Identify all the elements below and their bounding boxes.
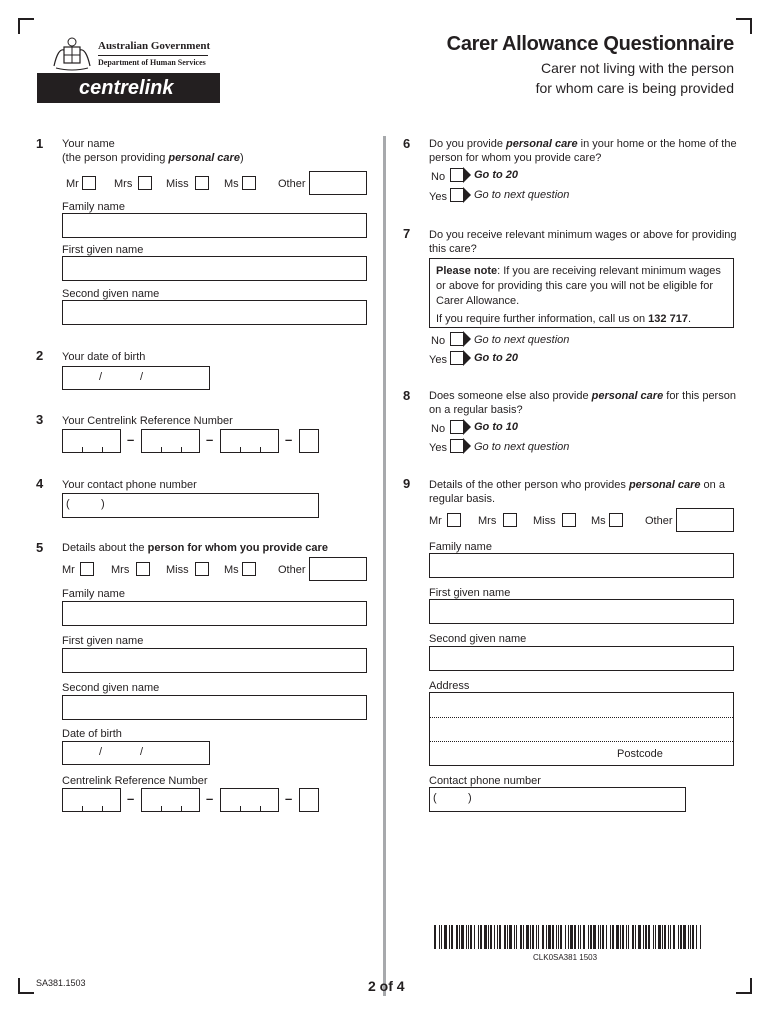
q5-dob-sep1: / <box>99 746 103 758</box>
q9-first-name-label: First given name <box>429 587 511 599</box>
q3-crn-segment-1[interactable] <box>62 429 121 453</box>
q4-phone-close-paren: ) <box>101 498 105 510</box>
coat-of-arms-logo <box>50 36 94 72</box>
q5-miss-checkbox[interactable] <box>195 562 209 576</box>
q5-mr-checkbox[interactable] <box>80 562 94 576</box>
crop-mark-top-left <box>18 18 34 34</box>
q9-miss-label: Miss <box>533 515 556 527</box>
q5-mrs-label: Mrs <box>111 564 130 576</box>
question-5-number: 5 <box>36 540 44 555</box>
q6-yes-checkbox[interactable] <box>450 188 464 202</box>
q8-yes-checkbox[interactable] <box>450 439 464 453</box>
q2-date-of-birth-input[interactable] <box>62 366 210 390</box>
question-1-sublabel: (the person providing personal care) <box>62 152 244 164</box>
page-number: 2 of 4 <box>368 978 405 994</box>
q9-ms-label: Ms <box>591 515 606 527</box>
q9-mr-label: Mr <box>429 515 442 527</box>
q9-phone-open-paren: ( <box>433 792 437 804</box>
q8-no-label: No <box>431 423 446 435</box>
question-1-label: Your name <box>62 138 115 150</box>
question-3-label: Your Centrelink Reference Number <box>62 415 233 427</box>
q1-ms-checkbox[interactable] <box>242 176 256 190</box>
form-title: Carer Allowance Questionnaire <box>446 33 734 55</box>
question-5-label: Details about the person for whom you provide care <box>62 542 328 554</box>
department-name: Department of Human Services <box>98 58 206 67</box>
q7-note-line2: or above for providing this care you will not be eligible for <box>436 280 713 292</box>
q5-crn-dash-1: – <box>127 791 135 806</box>
question-9-line2: regular basis. <box>429 493 496 505</box>
q7-yes-goto: Go to 20 <box>474 352 519 364</box>
q7-note-line4: If you require further information, call us on 132 717. <box>436 313 691 325</box>
q9-other-label: Other <box>645 515 673 527</box>
q6-yes-label: Yes <box>429 191 447 203</box>
q5-first-name-input[interactable] <box>62 648 367 673</box>
question-9-number: 9 <box>403 476 411 491</box>
q3-crn-dash-1: – <box>127 432 135 447</box>
q5-ms-label: Ms <box>224 564 239 576</box>
header-rule <box>98 55 208 56</box>
q1-mrs-checkbox[interactable] <box>138 176 152 190</box>
q1-other-input[interactable] <box>309 171 367 195</box>
q1-first-name-input[interactable] <box>62 256 367 281</box>
q5-other-input[interactable] <box>309 557 367 581</box>
q5-dob-input[interactable] <box>62 741 210 765</box>
question-2-number: 2 <box>36 348 44 363</box>
q9-second-name-label: Second given name <box>429 633 527 645</box>
question-3-number: 3 <box>36 412 44 427</box>
q5-crn-segment-3[interactable] <box>220 788 279 812</box>
q6-no-label: No <box>431 171 446 183</box>
crop-mark-bottom-right <box>736 978 752 994</box>
q9-phone-input[interactable] <box>429 787 686 812</box>
column-divider <box>383 136 386 996</box>
q9-ms-checkbox[interactable] <box>609 513 623 527</box>
q7-no-checkbox[interactable] <box>450 332 464 346</box>
q3-crn-dash-3: – <box>285 432 293 447</box>
question-9-line1: Details of the other person who provides personal care on a <box>429 479 725 491</box>
q5-second-name-label: Second given name <box>62 682 160 694</box>
q1-family-name-input[interactable] <box>62 213 367 238</box>
question-7-number: 7 <box>403 226 411 241</box>
q9-address-label: Address <box>429 680 470 692</box>
q9-family-name-label: Family name <box>429 541 492 553</box>
q8-no-checkbox[interactable] <box>450 420 464 434</box>
q5-miss-label: Miss <box>166 564 189 576</box>
q4-phone-input[interactable] <box>62 493 319 518</box>
q1-other-label: Other <box>278 178 306 190</box>
question-8-line2: on a regular basis? <box>429 404 523 416</box>
q5-crn-dash-2: – <box>206 791 214 806</box>
q9-phone-label: Contact phone number <box>429 775 541 787</box>
form-code: SA381.1503 <box>36 978 86 988</box>
q3-crn-segment-2[interactable] <box>141 429 200 453</box>
q9-other-input[interactable] <box>676 508 734 532</box>
q5-ms-checkbox[interactable] <box>242 562 256 576</box>
question-4-number: 4 <box>36 476 44 491</box>
centrelink-brand-bar: centrelink <box>37 73 220 103</box>
q1-ms-label: Ms <box>224 178 239 190</box>
q1-mr-checkbox[interactable] <box>82 176 96 190</box>
government-name: Australian Government <box>98 40 211 52</box>
q2-dob-sep2: / <box>140 371 144 383</box>
form-subtitle-line1: Carer not living with the person <box>541 60 734 76</box>
q1-mrs-label: Mrs <box>114 178 133 190</box>
q5-crn-dash-3: – <box>285 791 293 806</box>
q7-note-box <box>429 258 734 328</box>
q9-postcode-label: Postcode <box>617 748 663 760</box>
q3-crn-dash-2: – <box>206 432 214 447</box>
q5-crn-check-char[interactable] <box>299 788 319 812</box>
q6-no-goto: Go to 20 <box>474 169 519 181</box>
q1-miss-label: Miss <box>166 178 189 190</box>
question-8-number: 8 <box>403 388 411 403</box>
q9-mr-checkbox[interactable] <box>447 513 461 527</box>
q4-phone-open-paren: ( <box>66 498 70 510</box>
q3-crn-check-char[interactable] <box>299 429 319 453</box>
q1-mr-label: Mr <box>66 178 79 190</box>
q7-note-line3: Carer Allowance. <box>436 295 520 307</box>
q5-other-label: Other <box>278 564 306 576</box>
question-6-line2: person for whom you provide care? <box>429 152 602 164</box>
q9-first-name-input[interactable] <box>429 599 734 624</box>
q9-address-input[interactable] <box>429 692 734 766</box>
q1-second-name-label: Second given name <box>62 288 160 300</box>
q3-crn-segment-3[interactable] <box>220 429 279 453</box>
q5-dob-sep2: / <box>140 746 144 758</box>
q5-family-name-label: Family name <box>62 588 125 600</box>
barcode-text: CLK0SA381 1503 <box>533 953 598 962</box>
question-1-number: 1 <box>36 136 44 151</box>
question-2-label: Your date of birth <box>62 351 146 363</box>
q9-family-name-input[interactable] <box>429 553 734 578</box>
q8-yes-label: Yes <box>429 442 447 454</box>
q1-miss-checkbox[interactable] <box>195 176 209 190</box>
question-6-number: 6 <box>403 136 411 151</box>
q8-yes-goto: Go to next question <box>474 441 570 453</box>
q7-note-line1: Please note: If you are receiving relevant minimum wages <box>436 265 721 277</box>
question-7-line1: Do you receive relevant minimum wages or above for providing <box>429 229 737 241</box>
crop-mark-bottom-left <box>18 978 34 994</box>
q1-first-name-label: First given name <box>62 244 144 256</box>
q1-second-name-input[interactable] <box>62 300 367 325</box>
q7-no-label: No <box>431 335 446 347</box>
crop-mark-top-right <box>736 18 752 34</box>
q7-yes-label: Yes <box>429 354 447 366</box>
q5-first-name-label: First given name <box>62 635 144 647</box>
q5-family-name-input[interactable] <box>62 601 367 626</box>
q9-mrs-checkbox[interactable] <box>503 513 517 527</box>
q9-miss-checkbox[interactable] <box>562 513 576 527</box>
question-4-label: Your contact phone number <box>62 479 197 491</box>
q5-crn-label: Centrelink Reference Number <box>62 775 208 787</box>
q9-second-name-input[interactable] <box>429 646 734 671</box>
q5-mr-label: Mr <box>62 564 75 576</box>
q5-mrs-checkbox[interactable] <box>136 562 150 576</box>
q5-crn-segment-1[interactable] <box>62 788 121 812</box>
q7-yes-checkbox[interactable] <box>450 351 464 365</box>
q7-no-goto: Go to next question <box>474 334 570 346</box>
q6-no-checkbox[interactable] <box>450 168 464 182</box>
q6-yes-goto: Go to next question <box>474 189 570 201</box>
q1-family-name-label: Family name <box>62 201 125 213</box>
question-8-line1: Does someone else also provide personal care for this person <box>429 390 736 402</box>
question-6-line1: Do you provide personal care in your home or the home of the <box>429 138 737 150</box>
q5-crn-segment-2[interactable] <box>141 788 200 812</box>
question-7-line2: this care? <box>429 243 477 255</box>
q5-dob-label: Date of birth <box>62 728 122 740</box>
form-subtitle-line2: for whom care is being provided <box>535 80 734 96</box>
q2-dob-sep1: / <box>99 371 103 383</box>
q9-phone-close-paren: ) <box>468 792 472 804</box>
q8-no-goto: Go to 10 <box>474 421 519 433</box>
barcode-image <box>434 925 704 949</box>
q9-mrs-label: Mrs <box>478 515 497 527</box>
q5-second-name-input[interactable] <box>62 695 367 720</box>
